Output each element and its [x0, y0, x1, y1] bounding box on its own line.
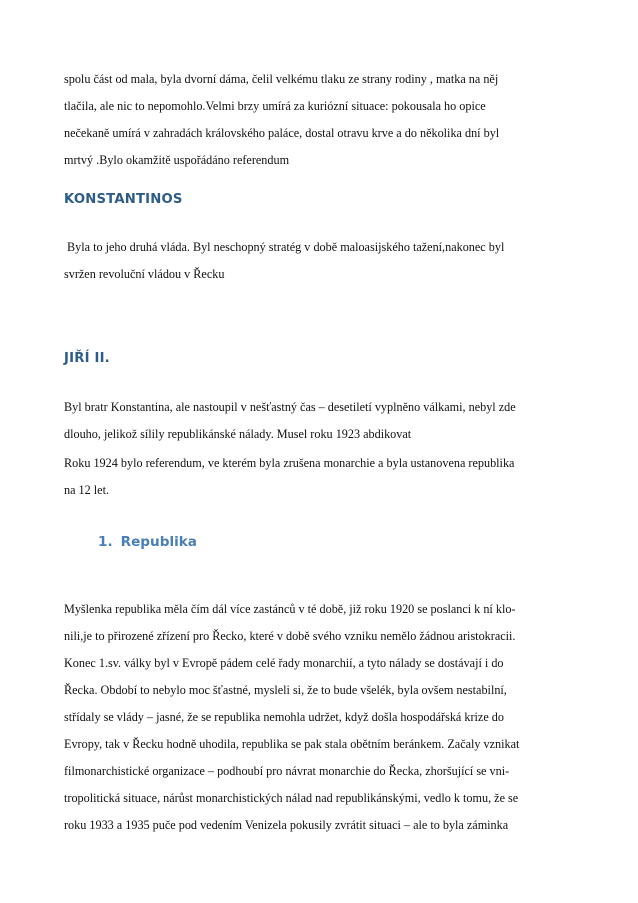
paragraph-referendum — [64, 450, 514, 504]
heading-number: 1. — [98, 534, 113, 550]
text-line: mrtvý .Bylo okamžitě uspořádáno referendum — [64, 153, 290, 167]
text-line: tropolitická situace, nárůst monarchistických nálad nad republikánskými, vedlo k tomu, že se — [64, 791, 519, 805]
text-line: filmonarchistické organizace – podhoubí pro návrat monarchie do Řecka, zhoršující se vni- — [64, 764, 510, 778]
paragraph-jiri — [64, 394, 516, 448]
text-line: nečekaně umírá v zahradách královského paláce, dostal otravu krve a do několika dní byl — [64, 126, 500, 140]
paragraph-continuation — [64, 66, 499, 174]
heading-konstantinos: KONSTANTINOS — [64, 192, 183, 207]
text-line: Myšlenka republika měla čím dál více zastánců v té době, již roku 1920 se poslanci k ní klo- — [64, 602, 516, 616]
text-line: nili,je to přirozené zřízení pro Řecko, které v době svého vzniku nemělo žádnou aristokracii. — [64, 629, 516, 643]
text-line: dlouho, jelikož sílily republikánské nálady. Musel roku 1923 abdikovat — [64, 427, 412, 441]
text-line: Evropy, tak v Řecku hodně uhodila, republika se pak stala obětním beránkem. Začaly vznikat — [64, 737, 520, 751]
text-line: Roku 1924 bylo referendum, ve kterém byla zrušena monarchie a byla ustanovena republika — [64, 456, 515, 470]
heading-jiri-ii: JIŘÍ II. — [64, 351, 110, 366]
text-line: střídaly se vlády – jasné, že se republika nemohla udržet, když došla hospodářská krize do — [64, 710, 504, 724]
text-line: Byl bratr Konstantina, ale nastoupil v nešťastný čas – desetiletí vyplněno válkami, nebyl zde — [64, 400, 516, 414]
heading-title: Republika — [120, 534, 197, 550]
paragraph-republika — [64, 596, 519, 839]
text-line: Byla to jeho druhá vláda. Byl neschopný stratég v době maloasijského tažení,nakonec byl — [64, 240, 505, 254]
text-line: spolu část od mala, byla dvorní dáma, čelil velkému tlaku ze strany rodiny , matka na něj — [64, 72, 499, 86]
paragraph-konstantinos — [64, 234, 504, 288]
text-line: na 12 let. — [64, 483, 110, 497]
text-line: Konec 1.sv. války byl v Evropě pádem celé řady monarchií, a tyto nálady se dostávají i do — [64, 656, 504, 670]
text-line: svržen revoluční vládou v Řecku — [64, 267, 225, 281]
heading-republika — [64, 534, 197, 550]
text-line: roku 1933 a 1935 puče pod vedením Venizela pokusily zvrátit situaci – ale to byla záminka — [64, 818, 509, 832]
text-line: Řecka. Období to nebylo moc šťastné, mysleli si, že to bude všelék, byla ovšem nestabilní, — [64, 683, 507, 697]
text-line: tlačila, ale nic to nepomohlo.Velmi brzy umírá za kuriózní situace: pokousala ho opice — [64, 99, 486, 113]
